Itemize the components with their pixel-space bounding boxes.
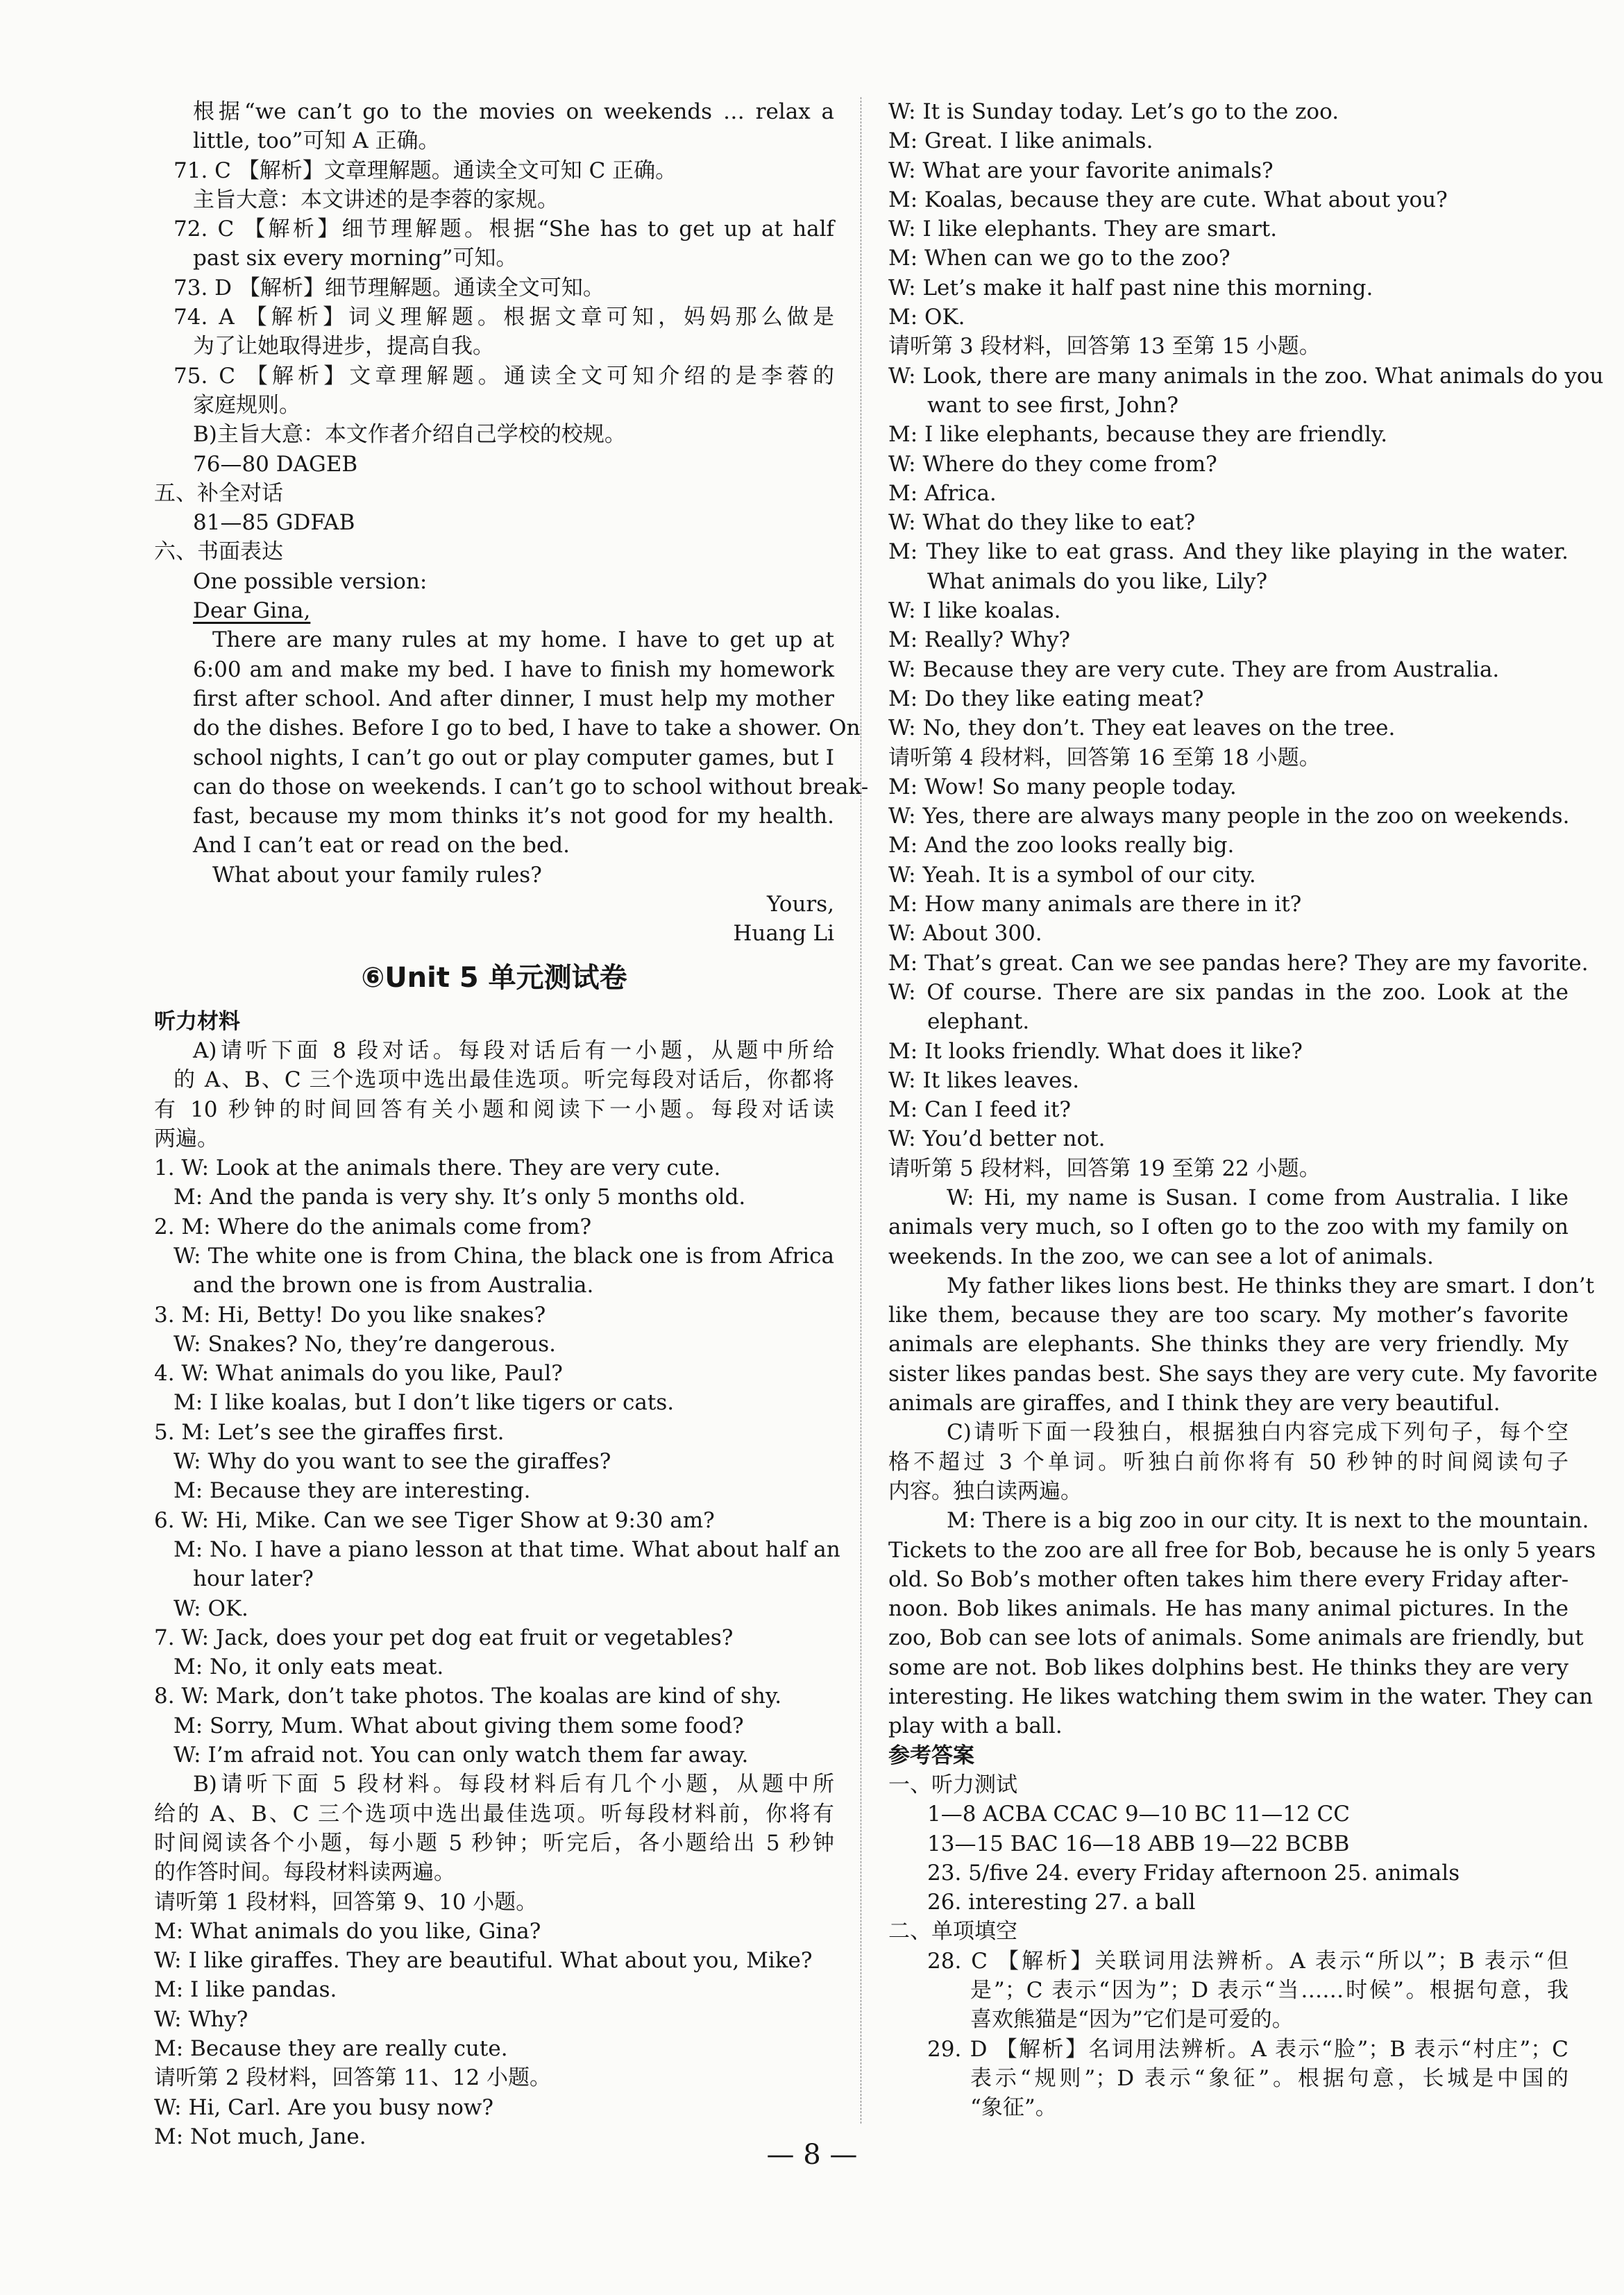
- text-line: 为了让她取得进步，提高自我。: [193, 334, 494, 359]
- text-line: 六、书面表达: [154, 539, 283, 565]
- text-line: M: No, it only eats meat.: [174, 1654, 444, 1680]
- text-line: W: I like koalas.: [888, 598, 1061, 624]
- text-line: W: I’m afraid not. You can only watch them far away.: [174, 1743, 749, 1768]
- text-line: M: What animals do you like, Gina?: [154, 1918, 541, 1944]
- text-line: 28. C 【解析】关联词用法辨析。A 表示“所以”；B 表示“但: [927, 1948, 1568, 1974]
- text-line: W: What are your favorite animals?: [888, 158, 1274, 183]
- text-line: W: It is Sunday today. Let’s go to the zoo.: [888, 99, 1339, 124]
- text-line: 一、听力测试: [888, 1772, 1017, 1797]
- text-line: “象征”。: [970, 2095, 1057, 2121]
- text-line: Yours,: [767, 892, 834, 917]
- text-line: 的作答时间。每段材料读两遍。: [154, 1860, 455, 1886]
- text-line: 是”；C 表示“因为”；D 表示“当……时候”。根据句意，我: [970, 1978, 1568, 2003]
- text-line: fast, because my mom thinks it’s not good for my health.: [193, 804, 834, 829]
- text-line: W: Snakes? No, they’re dangerous.: [174, 1331, 557, 1357]
- text-line: little, too”可知 A 正确。: [193, 128, 440, 154]
- text-line: C)请听下面一段独白，根据独白内容完成下列句子，每个空: [947, 1420, 1568, 1446]
- right-column: [888, 97, 1604, 2122]
- text-line: and the brown one is from Australia.: [193, 1273, 594, 1298]
- text-line: W: What do they like to eat?: [888, 510, 1196, 536]
- text-line: school nights, I can’t go out or play computer games, but I: [193, 745, 834, 770]
- text-line: W: Why?: [154, 2006, 248, 2032]
- text-line: 6:00 am and make my bed. I have to finish my homework: [193, 657, 834, 682]
- text-line: 7. W: Jack, does your pet dog eat fruit or vegetables?: [154, 1625, 734, 1650]
- text-line: W: OK.: [174, 1595, 248, 1621]
- text-line: 请听第 1 段材料，回答第 9、10 小题。: [154, 1889, 538, 1915]
- text-line: like them, because they are too scary. My mother’s favorite: [888, 1303, 1568, 1328]
- text-line: W: I like elephants. They are smart.: [888, 217, 1278, 242]
- text-line: M: Koalas, because they are cute. What about you?: [888, 187, 1448, 212]
- text-line: elephant.: [927, 1009, 1030, 1035]
- text-line: M: Africa.: [888, 480, 997, 506]
- text-line: B)请听下面 5 段材料。每段材料后有几个小题，从题中所: [193, 1772, 834, 1797]
- text-line: W: The white one is from China, the black one is from Africa: [174, 1243, 834, 1269]
- text-line: M: They like to eat grass. And they like playing in the water.: [888, 539, 1568, 565]
- text-line: 5. M: Let’s see the giraffes first.: [154, 1419, 505, 1445]
- text-line: 73. D 【解析】细节理解题。通读全文可知。: [174, 275, 604, 300]
- text-line: Huang Li: [733, 921, 834, 947]
- text-line: 时间阅读各个小题，每小题 5 秒钟；听完后，各小题给出 5 秒钟: [154, 1830, 834, 1856]
- text-line: M: And the zoo looks really big.: [888, 833, 1235, 858]
- text-line: What about your family rules?: [212, 862, 542, 888]
- text-line: 1—8 ACBA CCAC 9—10 BC 11—12 CC: [927, 1802, 1350, 1827]
- text-line: W: Look, there are many animals in the zoo. What animals do you: [888, 363, 1604, 389]
- text-line: M: Can I feed it?: [888, 1097, 1072, 1123]
- text-line: 有 10 秒钟的时间回答有关小题和阅读下一小题。每段对话读: [154, 1096, 834, 1122]
- text-line: M: Sorry, Mum. What about giving them some food?: [174, 1713, 744, 1738]
- text-line: animals are giraffes, and I think they are very beautiful.: [888, 1391, 1500, 1416]
- text-line: W: Because they are very cute. They are from Australia.: [888, 657, 1500, 682]
- page-number: — 8 —: [766, 2139, 858, 2171]
- text-line: M: I like koalas, but I don’t like tigers or cats.: [174, 1390, 675, 1416]
- text-line: M: When can we go to the zoo?: [888, 246, 1230, 271]
- text-line: 29. D 【解析】名词用法辨析。A 表示“脸”；B 表示“村庄”；C: [927, 2036, 1568, 2062]
- text-line: 五、补全对话: [154, 480, 283, 506]
- text-line: 81—85 GDFAB: [193, 510, 355, 536]
- text-line: W: Hi, my name is Susan. I come from Australia. I like: [947, 1185, 1568, 1210]
- text-line: noon. Bob likes animals. He has many animal pictures. In the: [888, 1596, 1568, 1622]
- text-line: W: About 300.: [888, 921, 1042, 947]
- text-line: M: How many animals are there in it?: [888, 892, 1302, 917]
- text-line: 8. W: Mark, don’t take photos. The koalas are kind of shy.: [154, 1684, 782, 1709]
- text-line: M: There is a big zoo in our city. It is next to the mountain.: [947, 1508, 1589, 1534]
- text-line: 6. W: Hi, Mike. Can we see Tiger Show at 9:30 am?: [154, 1507, 715, 1533]
- text-line: 家庭规则。: [193, 392, 301, 418]
- text-line: weekends. In the zoo, we can see a lot of animals.: [888, 1244, 1434, 1269]
- text-line: W: Yes, there are always many people in the zoo on weekends.: [888, 804, 1570, 829]
- text-line: W: You’d better not.: [888, 1126, 1106, 1152]
- text-line: 4. W: What animals do you like, Paul?: [154, 1361, 563, 1387]
- text-line: W: I like giraffes. They are beautiful. What about you, Mike?: [154, 1948, 813, 1974]
- text-line: 3. M: Hi, Betty! Do you like snakes?: [154, 1302, 546, 1328]
- text-line: 74. A 【解析】词义理解题。根据文章可知，妈妈那么做是: [174, 305, 834, 330]
- text-line: 根据“we can’t go to the movies on weekends … relax a: [193, 99, 834, 124]
- text-line: M: It looks friendly. What does it like?: [888, 1038, 1303, 1064]
- text-line: want to see first, John?: [927, 392, 1178, 418]
- section-heading: 参考答案: [888, 1743, 974, 1768]
- text-line: W: It likes leaves.: [888, 1067, 1080, 1093]
- text-line: 二、单项填空: [888, 1919, 1017, 1945]
- text-line: 格不超过 3 个单词。听独白前你将有 50 秒钟的时间阅读句子: [888, 1449, 1568, 1475]
- text-line: 26. interesting 27. a ball: [927, 1890, 1196, 1915]
- text-line: And I can’t eat or read on the bed.: [193, 833, 570, 858]
- text-line: 两遍。: [154, 1126, 219, 1151]
- text-line: M: Not much, Jane.: [154, 2124, 366, 2149]
- text-line: 72. C 【解析】细节理解题。根据“She has to get up at half: [174, 217, 834, 242]
- left-column: [154, 97, 869, 2151]
- text-line: M: I like elephants, because they are friendly.: [888, 422, 1388, 448]
- text-line: B)主旨大意：本文作者介绍自己学校的校规。: [193, 422, 626, 448]
- text-line: M: Because they are really cute.: [154, 2036, 508, 2061]
- section-heading: 听力材料: [154, 1008, 240, 1034]
- text-line: M: I like pandas.: [154, 1977, 337, 2003]
- text-line: There are many rules at my home. I have to get up at: [212, 627, 834, 653]
- text-line: animals are elephants. She thinks they are very friendly. My: [888, 1332, 1568, 1357]
- text-line: W: Of course. There are six pandas in the zoo. Look at the: [888, 979, 1568, 1005]
- text-line: 内容。独白读两遍。: [888, 1478, 1082, 1504]
- text-line: 请听第 2 段材料，回答第 11、12 小题。: [154, 2065, 552, 2091]
- text-line: hour later?: [193, 1566, 314, 1592]
- text-line: W: Why do you want to see the giraffes?: [174, 1449, 611, 1475]
- text-line: 75. C 【解析】文章理解题。通读全文可知介绍的是李蓉的: [174, 363, 834, 389]
- text-line: Tickets to the zoo are all free for Bob, because he is only 5 years: [888, 1537, 1596, 1563]
- text-line: W: Yeah. It is a symbol of our city.: [888, 862, 1256, 888]
- text-line: first after school. And after dinner, I must help my mother: [193, 686, 834, 711]
- text-line: can do those on weekends. I can’t go to school without break-: [193, 774, 869, 799]
- text-line: M: OK.: [888, 305, 965, 330]
- text-line: 23. 5/five 24. every Friday afternoon 25. animals: [927, 1860, 1460, 1886]
- text-line: M: Do they like eating meat?: [888, 686, 1204, 711]
- text-line: do the dishes. Before I go to bed, I have to take a shower. On: [193, 715, 861, 741]
- text-line: play with a ball.: [888, 1713, 1063, 1739]
- text-line: some are not. Bob likes dolphins best. He thinks they are very: [888, 1654, 1568, 1680]
- text-line: sister likes pandas best. She says they are very cute. My favorite: [888, 1361, 1598, 1387]
- text-line: 71. C 【解析】文章理解题。通读全文可知 C 正确。: [174, 158, 677, 183]
- text-line: M: No. I have a piano lesson at that time. What about half an: [174, 1536, 840, 1562]
- text-line: M: That’s great. Can we see pandas here? They are my favorite.: [888, 950, 1589, 976]
- text-line: M: Wow! So many people today.: [888, 774, 1237, 799]
- text-line: 主旨大意：本文讲述的是李蓉的家规。: [193, 187, 559, 212]
- text-line: My father likes lions best. He thinks they are smart. I don’t: [947, 1273, 1595, 1298]
- text-line: interesting. He likes watching them swim in the water. They can: [888, 1684, 1593, 1710]
- text-line: W: No, they don’t. They eat leaves on the tree.: [888, 715, 1396, 741]
- text-line: 76—80 DAGEB: [193, 451, 358, 477]
- text-line: old. So Bob’s mother often takes him there every Friday after-: [888, 1566, 1569, 1592]
- text-line: 给的 A、B、C 三个选项中选出最佳选项。听每段材料前，你将有: [154, 1801, 834, 1827]
- text-line: W: Where do they come from?: [888, 451, 1217, 477]
- text-line: W: Hi, Carl. Are you busy now?: [154, 2094, 494, 2120]
- text-line: animals very much, so I often go to the zoo with my family on: [888, 1214, 1568, 1240]
- text-line: 13—15 BAC 16—18 ABB 19—22 BCBB: [927, 1831, 1350, 1856]
- text-line: 请听第 5 段材料，回答第 19 至第 22 小题。: [888, 1155, 1321, 1181]
- text-line: What animals do you like, Lily?: [927, 568, 1268, 594]
- text-line: past six every morning”可知。: [193, 246, 518, 271]
- text-line: W: Let’s make it half past nine this morning.: [888, 275, 1373, 300]
- section-title: ⑥Unit 5 单元测试卷: [361, 961, 627, 994]
- text-line: 喜欢熊猫是“因为”它们是可爱的。: [970, 2007, 1294, 2033]
- text-line: One possible version:: [193, 568, 428, 594]
- text-line: 的 A、B、C 三个选项中选出最佳选项。听完每段对话后，你都将: [174, 1067, 834, 1093]
- text-line: 2. M: Where do the animals come from?: [154, 1214, 592, 1239]
- text-line: zoo, Bob can see lots of animals. Some animals are friendly, but: [888, 1625, 1584, 1651]
- text-line: M: And the panda is very shy. It’s only 5 months old.: [174, 1185, 746, 1210]
- text-line: 1. W: Look at the animals there. They are very cute.: [154, 1155, 721, 1181]
- text-line: A)请听下面 8 段对话。每段对话后有一小题，从题中所给: [193, 1038, 834, 1063]
- text-line: 表示“规则”；D 表示“象征”。根据句意，长城是中国的: [970, 2065, 1568, 2091]
- text-line: Dear Gina,: [193, 598, 311, 624]
- text-line: 请听第 3 段材料，回答第 13 至第 15 小题。: [888, 334, 1321, 359]
- text-line: M: Great. I like animals.: [888, 128, 1153, 154]
- text-line: M: Really? Why?: [888, 627, 1070, 653]
- text-line: 请听第 4 段材料，回答第 16 至第 18 小题。: [888, 745, 1321, 770]
- text-line: M: Because they are interesting.: [174, 1478, 531, 1504]
